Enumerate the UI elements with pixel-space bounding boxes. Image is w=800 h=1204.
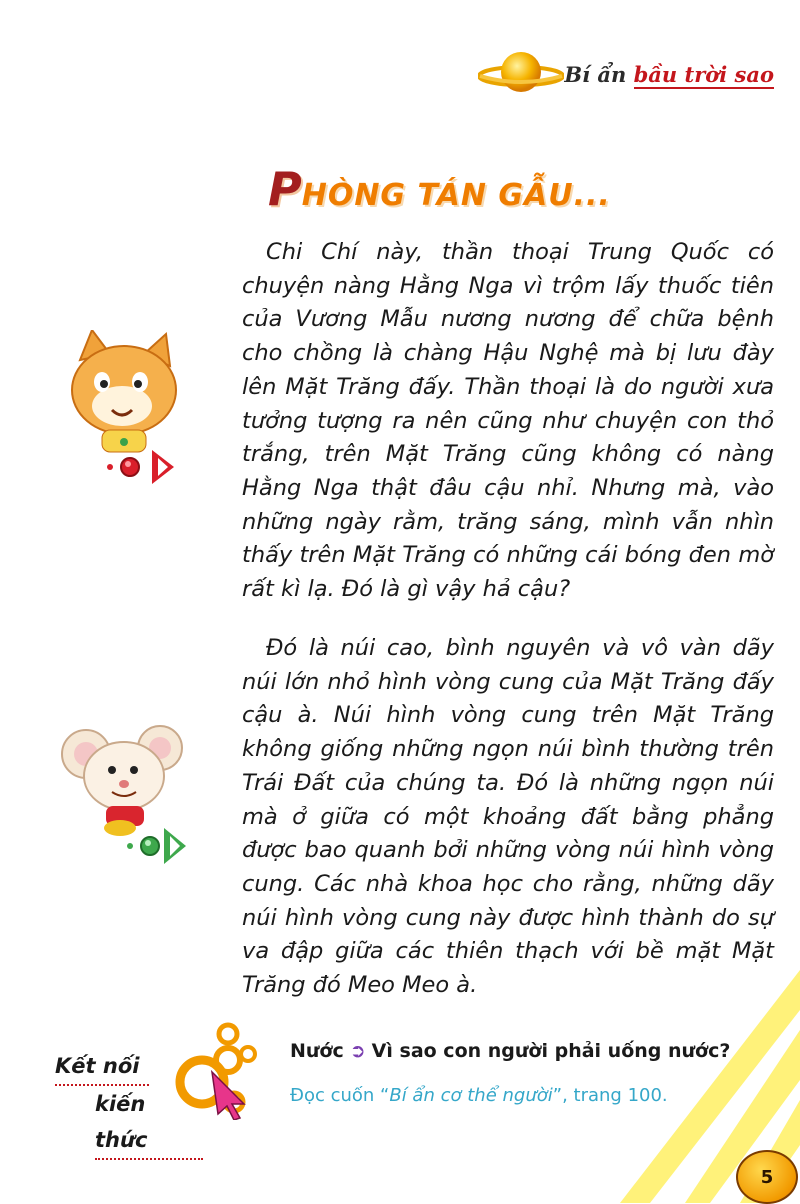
series-title (564, 62, 774, 87)
series-title-part1: Bí ẩn (564, 62, 627, 87)
knowledge-link-label (55, 1048, 203, 1160)
knowledge-source-book: Bí ẩn cơ thể người (389, 1085, 553, 1106)
knowledge-topic: Nước (290, 1040, 344, 1062)
knowledge-source-suffix: ”, trang 100. (552, 1085, 668, 1106)
planet-icon (478, 44, 564, 104)
section-title (268, 162, 611, 216)
section-title-initial: P (268, 162, 302, 216)
knowledge-question-text: Vì sao con người phải uống nước? (371, 1040, 731, 1062)
arrow-right-icon: ➲ (349, 1040, 366, 1062)
page-number: 5 (736, 1150, 798, 1204)
section-title-rest: HÒNG TÁN GẪU... (301, 178, 611, 213)
cat-mascot-icon (62, 330, 192, 500)
knowledge-label-line1: Kết nối (55, 1048, 149, 1086)
knowledge-source-prefix: Đọc cuốn “ (290, 1085, 390, 1106)
dialogue-paragraph-cat: Chi Chí này, thần thoại Trung Quốc có chuyện nàng Hằng Nga vì trộm lấy thuốc tiên của Vương Mẫu nương nương để chữa bệnh cho chồng là chàng Hậu Nghệ mà bị lưu đày lên Mặt Trăng đấy. Thần thoại là do người xưa tưởng tượng ra nên cũng như chuyện con thỏ trắng, trên Mặt Trăng cũng không có nàng Hằng Nga thật đâu cậu nhỉ. Nhưng mà, vào những ngày rằm, trăng sáng, mình vẫn nhìn thấy trên Mặt Trăng có những cái bóng đen mờ rất kì lạ. Đó là gì vậy hả cậu? (242, 239, 774, 603)
dialogue-paragraph-mouse: Đó là núi cao, bình nguyên và vô vàn dãy núi lớn nhỏ hình vòng cung của Mặt Trăng đấy cậu à. Núi hình vòng cung trên Mặt Trăng không giống những ngọn núi bình thường trên Trái Đất của chúng ta. Đó là những ngọn núi mà ở giữa có một khoảng đất bằng phẳng được bao quanh bởi những vòng núi hình vòng cung. Các nhà khoa học cho rằng, những dãy núi hình vòng cung này được hình thành do sự va đập giữa các thiên thạch với bề mặt Mặt Trăng đó Meo Meo à. (242, 635, 774, 999)
knowledge-source (290, 1085, 668, 1106)
series-title-part2: bầu trời sao (633, 62, 774, 87)
knowledge-question (290, 1040, 730, 1062)
knowledge-label-line2: kiến thức (95, 1086, 203, 1160)
mouse-mascot-icon (60, 718, 190, 888)
